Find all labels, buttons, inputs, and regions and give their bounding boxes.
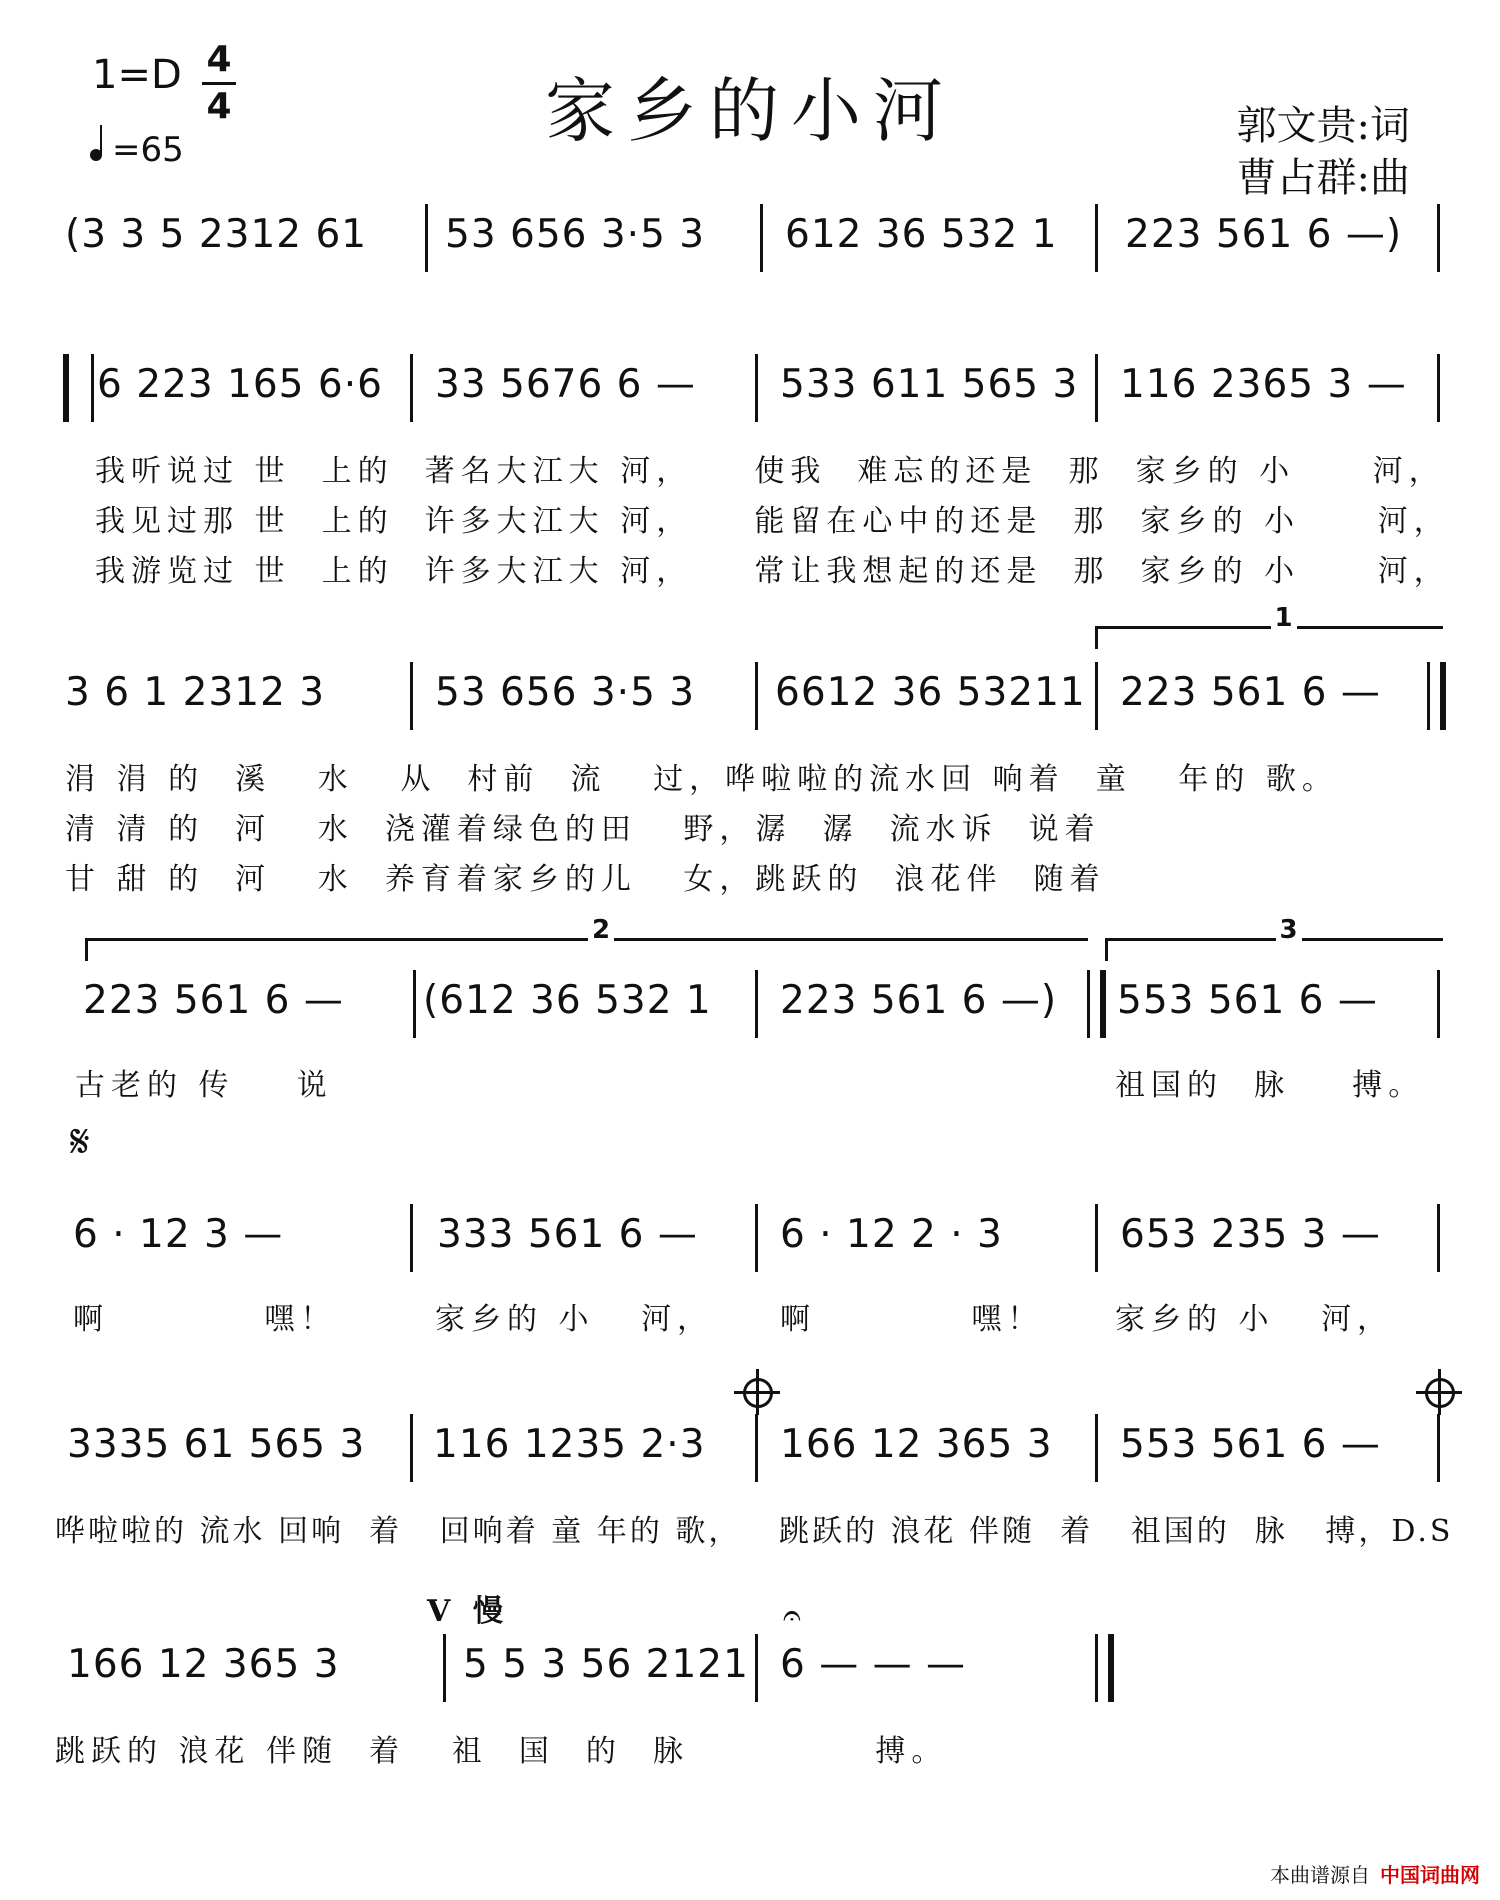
notation-row bbox=[55, 978, 1445, 1038]
measure: 223 561 6 — bbox=[83, 978, 344, 1023]
barline bbox=[1437, 1414, 1440, 1482]
barline bbox=[1437, 970, 1440, 1038]
key-signature: 1=D bbox=[92, 52, 182, 98]
barline bbox=[1095, 354, 1098, 422]
coda-icon bbox=[743, 1378, 773, 1408]
lyrics-ending-3: 祖国的 脉 搏。 bbox=[1115, 1068, 1425, 1103]
barline bbox=[1095, 662, 1098, 730]
lyrics-verse-3: 我游览过 世 上的 许多大江大 河， 常让我想起的还是 那 家乡的 小 河， bbox=[95, 554, 1450, 589]
barline bbox=[760, 204, 763, 272]
measure: 6612 36 53211 bbox=[775, 670, 1086, 715]
measure: 533 611 565 3 bbox=[780, 362, 1079, 407]
barline bbox=[755, 1204, 758, 1272]
measure: 6 · 12 2 · 3 bbox=[780, 1212, 1003, 1257]
repeat-end bbox=[1087, 970, 1106, 1038]
barline bbox=[410, 1204, 413, 1272]
measure: 3 6 1 2312 3 bbox=[65, 670, 326, 715]
repeat-start bbox=[63, 354, 94, 422]
barline bbox=[1095, 1204, 1098, 1272]
final-barline bbox=[1095, 1634, 1114, 1702]
measure: 6 · 12 3 — bbox=[73, 1212, 284, 1257]
measure: (612 36 532 1 bbox=[423, 978, 712, 1023]
notation-row bbox=[55, 1212, 1445, 1272]
barline bbox=[755, 1414, 758, 1482]
measure: (3 3 5 2312 61 bbox=[65, 212, 368, 257]
measure: 166 12 365 3 bbox=[780, 1422, 1053, 1467]
lyricist-credit: 郭文贵:词 bbox=[1236, 103, 1410, 149]
credits bbox=[1237, 100, 1410, 204]
notation-row bbox=[55, 1642, 1445, 1702]
source-credit bbox=[1270, 1859, 1480, 1888]
repeat-end bbox=[1427, 662, 1446, 730]
lyrics-chorus: 家乡的 小 河， bbox=[435, 1302, 714, 1337]
breath-mark: V bbox=[427, 1594, 451, 1629]
lyrics-coda: 跳跃的 浪花 伴随 着 祖 国 的 脉 搏。 bbox=[55, 1734, 948, 1769]
measure: 5 5 3 56 2121 bbox=[463, 1642, 749, 1687]
song-title: 家乡的小河 bbox=[545, 70, 955, 152]
measure: 53 656 3·5 3 bbox=[435, 670, 696, 715]
source-site-link[interactable]: 中国词曲网 bbox=[1380, 1863, 1480, 1887]
ritardando-mark: 慢 bbox=[473, 1594, 503, 1629]
volta-1: 1 bbox=[1095, 626, 1443, 649]
barline bbox=[1437, 354, 1440, 422]
barline bbox=[755, 354, 758, 422]
notation-row bbox=[55, 362, 1445, 422]
coda-icon bbox=[1425, 1378, 1455, 1408]
lyrics-verse-3: 甘 甜 的 河 水 养育着家乡的儿 女，跳跃的 浪花伴 随着 bbox=[65, 862, 1106, 897]
barline bbox=[410, 354, 413, 422]
barline bbox=[1437, 204, 1440, 272]
barline bbox=[1437, 1204, 1440, 1272]
fermata-icon: 𝄐 bbox=[783, 1596, 801, 1634]
notation-row bbox=[55, 1422, 1445, 1482]
barline bbox=[425, 204, 428, 272]
lyrics-ending-2: 古老的 传 说 bbox=[75, 1068, 333, 1103]
measure: 53 656 3·5 3 bbox=[445, 212, 706, 257]
barline bbox=[443, 1634, 446, 1702]
measure: 116 2365 3 — bbox=[1120, 362, 1407, 407]
lyrics-chorus: 哗啦啦的 流水 回响 着 回响着 童 年的 歌， 跳跃的 浪花 伴随 着 祖国的 脉 搏，D.S bbox=[55, 1514, 1454, 1549]
measure: 223 561 6 —) bbox=[1125, 212, 1403, 257]
measure: 166 12 365 3 bbox=[67, 1642, 340, 1687]
barline bbox=[410, 662, 413, 730]
volta-3: 3 bbox=[1105, 938, 1443, 961]
lyrics-verse-2: 清 清 的 河 水 浇灌着绿色的田 野，潺 潺 流水诉 说着 bbox=[65, 812, 1101, 847]
segno-sign: 𝄋 bbox=[70, 1114, 90, 1168]
barline bbox=[755, 662, 758, 730]
measure: 653 235 3 — bbox=[1120, 1212, 1381, 1257]
lyrics-chorus: 家乡的 小 河， bbox=[1115, 1302, 1394, 1337]
measure: 6 223 165 6·6 bbox=[97, 362, 383, 407]
time-signature-top: 4 bbox=[206, 39, 232, 80]
volta-2: 2 bbox=[85, 938, 1088, 961]
lyrics-verse-2: 我见过那 世 上的 许多大江大 河， 能留在心中的还是 那 家乡的 小 河， bbox=[95, 504, 1450, 539]
measure: 223 561 6 — bbox=[1120, 670, 1381, 715]
barline bbox=[1095, 1414, 1098, 1482]
barline bbox=[755, 970, 758, 1038]
tempo-value: =65 bbox=[112, 130, 184, 170]
notation-row bbox=[55, 212, 1445, 272]
source-prefix: 本曲谱源自 bbox=[1270, 1863, 1370, 1887]
measure: 33 5676 6 — bbox=[435, 362, 696, 407]
measure: 6 — — — bbox=[780, 1642, 967, 1687]
measure: 116 1235 2·3 bbox=[433, 1422, 706, 1467]
composer-credit: 曹占群:曲 bbox=[1236, 155, 1410, 201]
barline bbox=[755, 1634, 758, 1702]
measure: 223 561 6 —) bbox=[780, 978, 1058, 1023]
lyrics-chorus: 啊 嘿！ bbox=[73, 1302, 337, 1337]
notation-row bbox=[55, 670, 1445, 730]
lyrics-verse-1: 涓 涓 的 溪 水 从 村前 流 过，哗啦啦的流水回 响着 童 年的 歌。 bbox=[65, 762, 1338, 797]
measure: 612 36 532 1 bbox=[785, 212, 1058, 257]
barline bbox=[1095, 204, 1098, 272]
measure: 333 561 6 — bbox=[437, 1212, 698, 1257]
measure: 553 561 6 — bbox=[1117, 978, 1378, 1023]
measure: 553 561 6 — bbox=[1120, 1422, 1381, 1467]
barline bbox=[410, 1414, 413, 1482]
barline bbox=[413, 970, 416, 1038]
lyrics-verse-1: 我听说过 世 上的 著名大江大 河， 使我 难忘的还是 那 家乡的 小 河， bbox=[95, 454, 1445, 489]
lyrics-chorus: 啊 嘿！ bbox=[780, 1302, 1044, 1337]
measure: 3335 61 565 3 bbox=[67, 1422, 366, 1467]
time-signature-bottom: 4 bbox=[206, 86, 232, 127]
